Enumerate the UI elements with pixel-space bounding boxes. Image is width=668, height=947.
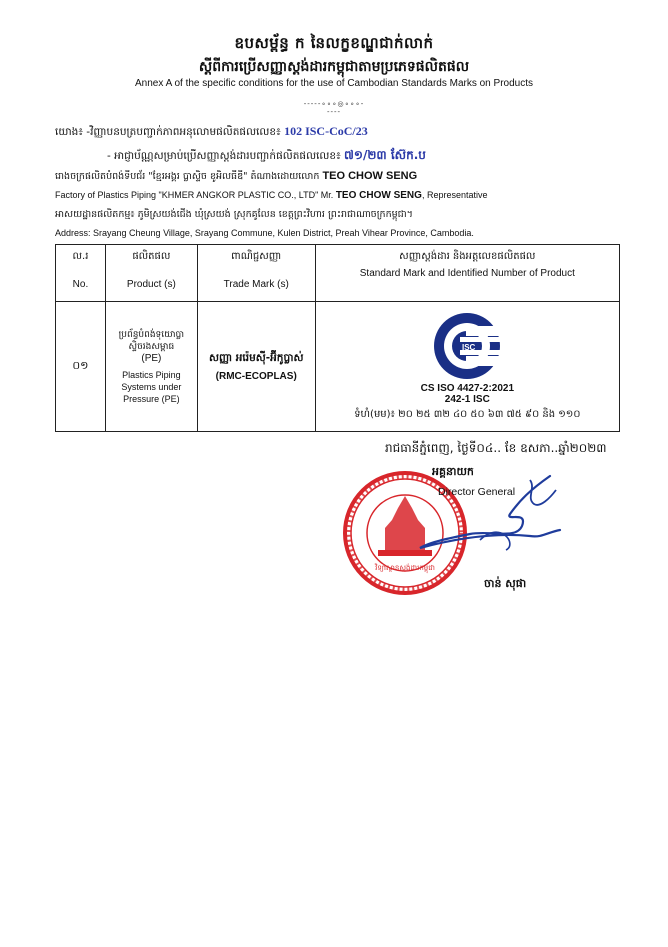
header-product-en: Product (s)	[105, 267, 197, 302]
stamp-text: វិទ្យាស្ថានស្តង់ដារកម្ពុជា	[375, 564, 435, 572]
isc-logo-text: ISC	[462, 343, 476, 352]
coc-label: -វិញ្ញាបនបត្របញ្ជាក់ភាពអនុលោមផលិតផលលេខ៖	[86, 126, 281, 138]
table-header-row-en	[56, 267, 620, 302]
product-name-kh: ប្រព័ន្ធបំពង់ទុយោប្លាស្ទិចរងសម្ពាធ	[118, 329, 185, 352]
annex-subtitle-en: Annex A of the specific conditions for the use of Cambodian Standards Marks on Products	[134, 78, 533, 89]
company-line-kh	[55, 170, 417, 184]
header-standard-en: Standard Mark and Identified Number of Product	[315, 267, 619, 302]
trademark-en: (RMC-ECOPLAS)	[215, 371, 297, 382]
product-code: (PE)	[141, 352, 162, 364]
license-label: - អាជ្ញាប័ណ្ណសម្រាប់ប្រើសញ្ញាស្តង់ដារបញ្ជាក់ផលិតផលលេខ៖	[107, 150, 341, 162]
address-kh: អាសយដ្ឋានផលិតកម្ម៖ ភូមិស្រយង់ជើង ឃុំស្រយង់ ស្រុកគូលែន ខេត្តព្រះវិហារ ព្រះរាជាណាចក្រកម្ពុជា។	[55, 209, 413, 220]
identified-number: 242-1 ISC	[444, 394, 490, 405]
reference-line-2	[107, 147, 426, 165]
annex-subtitle-kh: ស្តីពីការប្រើសញ្ញាស្តង់ដារកម្ពុជាតាមប្រភេទផលិតផល	[198, 59, 470, 75]
handwritten-signature	[410, 470, 570, 560]
company-line-en	[55, 190, 487, 201]
header-no-en: No.	[56, 267, 106, 302]
trademark-cell	[197, 302, 315, 432]
signatory-title-kh: អគ្គនាយក	[432, 465, 474, 478]
pipe-sizes: ទំហំ(មម)៖ ២០ ២៥ ៣២ ៤០ ៥០ ៦៣ ៧៥ ៩០ និង ១១០	[354, 409, 581, 420]
address-en: Address: Srayang Cheung Village, Srayang Commune, Kulen District, Preah Vihear Province, Cambodia.	[55, 228, 474, 238]
signatory-name: ចាន់ សុផា	[484, 577, 527, 590]
coc-number: 102 ISC-CoC/23	[284, 124, 368, 138]
isc-mark-logo	[432, 311, 502, 381]
row-number: ០១	[56, 302, 106, 432]
representative-name: TEO CHOW SENG	[322, 170, 418, 182]
product-cell	[105, 302, 197, 432]
header-product-kh: ផលិតផល	[105, 245, 197, 268]
company-kh-text: រោងចក្រផលិតបំពង់ទីបជ័រ "ខ្មែរអង្គរ ប្លាស្ទិច ខូអិលធីឌី" តំណាងដោយលោក	[55, 171, 320, 182]
table-header-row-kh	[56, 245, 620, 268]
representative-role: , Representative	[421, 190, 488, 200]
license-number: ៧១/២៣ ស៊ែក.ប	[344, 148, 426, 162]
header-no-kh: ល.រ	[56, 245, 106, 268]
trademark-kh: សញ្ញា អរ៉េមស៊ី-អ៊ីកូប្លាស់	[208, 352, 304, 364]
product-table	[55, 244, 620, 432]
header-standard-kh: សញ្ញាស្តង់ដារ និងអត្តលេខផលិតផល	[315, 245, 619, 268]
reference-line-1	[55, 124, 368, 141]
product-name-en: Plastics Piping Systems under Pressure (PE)	[121, 369, 182, 404]
reference-label: យោង៖	[55, 126, 83, 138]
header-trademark-en: Trade Mark (s)	[197, 267, 315, 302]
issue-date: រាជធានីភ្នំពេញ, ថ្ងៃទី០៤.. ខែ ឧសភា..ឆ្នាំ២០២៣	[385, 441, 607, 455]
ornament-divider: -----∘∘∘◎∘∘∘-----	[303, 100, 365, 116]
standard-code: CS ISO 4427-2:2021	[420, 383, 515, 394]
representative-name-en: TEO CHOW SENG	[335, 190, 422, 201]
table-row	[56, 302, 620, 432]
company-en-text: Factory of Plastics Piping "KHMER ANGKOR PLASTIC CO., LTD" Mr.	[55, 190, 334, 200]
signatory-title-en: Director General	[438, 486, 516, 498]
header-trademark-kh: ពាណិជ្ជសញ្ញា	[197, 245, 315, 268]
annex-title-kh: ឧបសម្ព័ន្ធ ក នៃលក្ខខណ្ឌជាក់លាក់	[234, 34, 434, 52]
standard-cell	[315, 302, 619, 432]
